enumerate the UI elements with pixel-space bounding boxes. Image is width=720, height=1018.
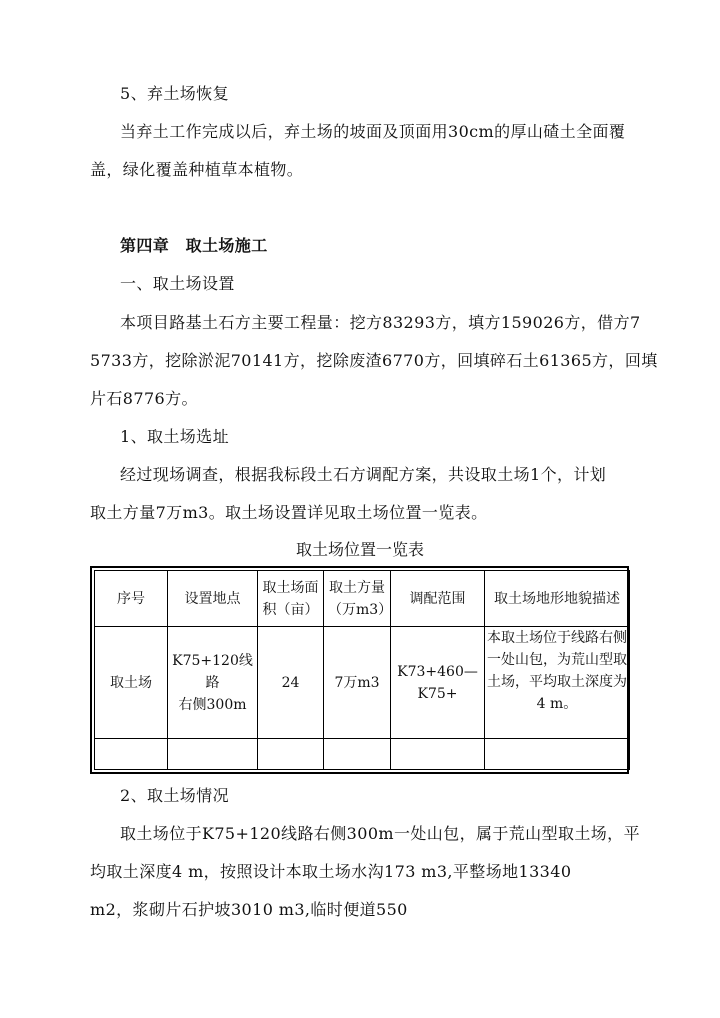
cell-location: K75+120线路 右侧300m xyxy=(168,627,258,739)
section-2-line-1: 取土场位于K75+120线路右侧300m一处山包，属于荒山型取土场，平 xyxy=(120,824,640,843)
header-description: 取土场地形地貌描述 xyxy=(485,571,630,627)
section-5-heading: 5、弃土场恢复 xyxy=(120,84,229,103)
cell-description: 本取土场位于线路右侧 一处山包，为荒山型取 土场，平均取土深度为 4 m。 xyxy=(485,627,630,739)
paragraph-2-line-2: 取土方量7万m3。取土场设置详见取土场位置一览表。 xyxy=(90,503,488,522)
cell-area: 24 xyxy=(258,627,324,739)
section-5-line-1: 当弃土工作完成以后，弃土场的坡面及顶面用30cm的厚山碴土全面覆 xyxy=(120,122,626,141)
borrow-pit-table xyxy=(90,566,629,774)
section-2-line-3: m2，浆砌片石护坡3010 m3,临时便道550 xyxy=(90,900,408,919)
table-empty-row xyxy=(95,739,630,770)
header-serial: 序号 xyxy=(95,571,168,627)
table-caption: 取土场位置一览表 xyxy=(295,540,424,559)
section-5-line-2: 盖，绿化覆盖种植草本植物。 xyxy=(90,160,304,179)
cell-range: K73+460— K75+ xyxy=(391,627,485,739)
table-row xyxy=(95,627,630,739)
header-volume: 取土方量 （万m3） xyxy=(324,571,391,627)
cell-serial: 取土场 xyxy=(95,627,168,739)
subsection-1-1-heading: 1、取土场选址 xyxy=(120,427,229,446)
table-header-row xyxy=(95,571,630,627)
subsection-1-heading: 一、取土场设置 xyxy=(120,274,235,293)
header-range: 调配范围 xyxy=(391,571,485,627)
section-2-line-2: 均取土深度4 m，按照设计本取土场水沟173 m3,平整场地13340 xyxy=(90,862,572,881)
header-location: 设置地点 xyxy=(168,571,258,627)
paragraph-1-line-3: 片石8776方。 xyxy=(90,389,198,408)
header-area: 取土场面 积（亩） xyxy=(258,571,324,627)
cell-volume: 7万m3 xyxy=(324,627,391,739)
section-2-heading: 2、取土场情况 xyxy=(120,786,229,805)
paragraph-1-line-1: 本项目路基土石方主要工程量：挖方83293方，填方159026方，借方7 xyxy=(120,313,641,332)
paragraph-2-line-1: 经过现场调查，根据我标段土石方调配方案，共设取土场1个，计划 xyxy=(120,465,607,484)
paragraph-1-line-2: 5733方，挖除淤泥70141方，挖除废渣6770方，回填碎石土61365方，回填 xyxy=(90,351,658,370)
chapter-4-title: 第四章 取土场施工 xyxy=(120,236,268,255)
